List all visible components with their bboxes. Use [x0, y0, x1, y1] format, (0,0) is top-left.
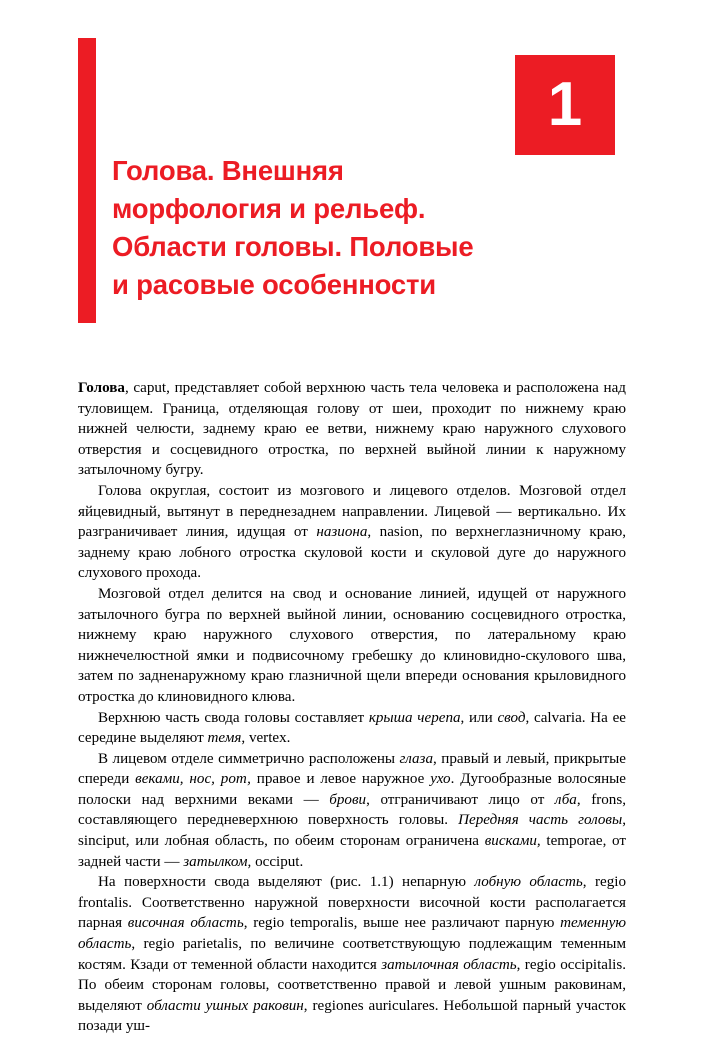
text-run: , regio temporalis, выше нее различают парную [243, 915, 561, 932]
text-run: , vertex. [241, 730, 291, 747]
term-italic: глаза [399, 750, 433, 767]
paragraph [78, 708, 626, 749]
paragraph [78, 481, 626, 584]
chapter-title-line: Области головы. Половые [112, 231, 474, 262]
term-italic: Передняя часть головы [458, 812, 623, 829]
text-run: , regio parietalis, по величине соответствующую подлежащим теменным костям. Кзади от теменной области находится [78, 936, 626, 973]
text-run: occiput. [251, 853, 304, 870]
chapter-title-line: и расовые особенности [112, 269, 436, 300]
text-run: . Дугообразные волосяные полоски над верхними веками — [78, 771, 626, 808]
term-italic: брови [329, 791, 367, 808]
term-italic: теменную область [78, 915, 626, 953]
term-italic: свод [497, 709, 526, 726]
text-run: , nasion, по верхнеглазничному краю, заднему краю лобного отростка скуловой кости и скуловой дуге до наружного слухового прохода. [78, 524, 626, 582]
term-italic: висками, [484, 833, 541, 850]
term-italic: лобную область [474, 874, 583, 891]
paragraph [78, 584, 626, 708]
term-bold: Голова [78, 380, 125, 396]
text-run: правое и левое наружное [250, 771, 431, 788]
term-italic: крыша черепа [368, 709, 461, 726]
text-run: , regiones auriculares. Небольшой парный участок позади уш- [78, 997, 626, 1035]
term-italic: назиона [316, 524, 368, 541]
text-run: , sinciput, или лобная область, по обеим сторонам ограничена [78, 812, 626, 850]
chapter-title-line: Голова. Внешняя [112, 155, 344, 186]
paragraph [78, 378, 626, 481]
text-run: В лицевом отделе симметрично расположены [98, 750, 400, 767]
chapter-title-line: морфология и рельеф. [112, 193, 426, 224]
text-run: Верхнюю часть свода головы составляет [98, 709, 369, 726]
text-run: На поверхности свода выделяют (рис. 1.1) непарную [98, 874, 475, 891]
chapter-number: 1 [547, 70, 583, 139]
text-run: , caput, представляет собой верхнюю часть тела человека и расположена над туловищем. Граница, отделяющая голову от шеи, проходит по нижнему краю нижней челюсти, заднему краю ее ветви, нижнему краю наружного слухового отверстия и сосцевидного отростка, по верхней выйной линии к наружному затылочному бугру. [78, 380, 626, 479]
text-run: Голова округлая, состоит из мозгового и лицевого отделов. Мозговой отдел яйцевидный, вытянут в переднезаднем направлении. Лицевой — вертикально. Их разграничивает линия, идущая от [78, 482, 626, 541]
term-italic: веками, нос, рот, [135, 771, 251, 788]
chapter-number-badge [515, 55, 615, 155]
text-run: , отграничивают лицо от [366, 791, 555, 808]
text-run: , правый и левый, прикрытые спереди [78, 750, 627, 788]
term-italic: затылком, [183, 853, 252, 870]
term-italic: области ушных раковин [146, 997, 304, 1014]
term-italic: темя [207, 730, 242, 747]
term-italic: лба [554, 791, 577, 808]
title-accent-rule [78, 38, 96, 323]
paragraph [78, 872, 626, 1037]
term-italic: затылочная область [381, 956, 517, 973]
text-run: Мозговой отдел делится на свод и основание линией, идущей от наружного затылочного бугра по верхней выйной линии, основанию сосцевидного отростка, нижнему краю наружного слухового отверстия, по латеральному краю нижнечелюстной ямки и подвисочному гребешку до клиновидно-скулового шва, затем по задненаружному краю глазничной щели впереди основания крыловидного отростка до клиновидного клюва. [78, 585, 626, 705]
body-text [78, 378, 626, 1037]
chapter-title [112, 152, 632, 304]
text-run: temporae, от задней части — [78, 833, 626, 870]
paragraph [78, 749, 626, 873]
term-italic: ухо [430, 771, 451, 788]
text-run: , calvaria. На ее середине выделяют [78, 709, 626, 747]
text-run: , или [460, 709, 498, 726]
text-run: , frons, составляющего передневерхнюю поверхность головы. [78, 791, 626, 829]
text-run: , regio frontalis. Соответственно наружной поверхности височной кости располагается парная [78, 874, 626, 932]
text-run: , regio occipitalis. По обеим сторонам головы, соответственно правой и левой ушным раковинам, выделяют [78, 956, 627, 1014]
term-italic: височная область [127, 915, 244, 932]
